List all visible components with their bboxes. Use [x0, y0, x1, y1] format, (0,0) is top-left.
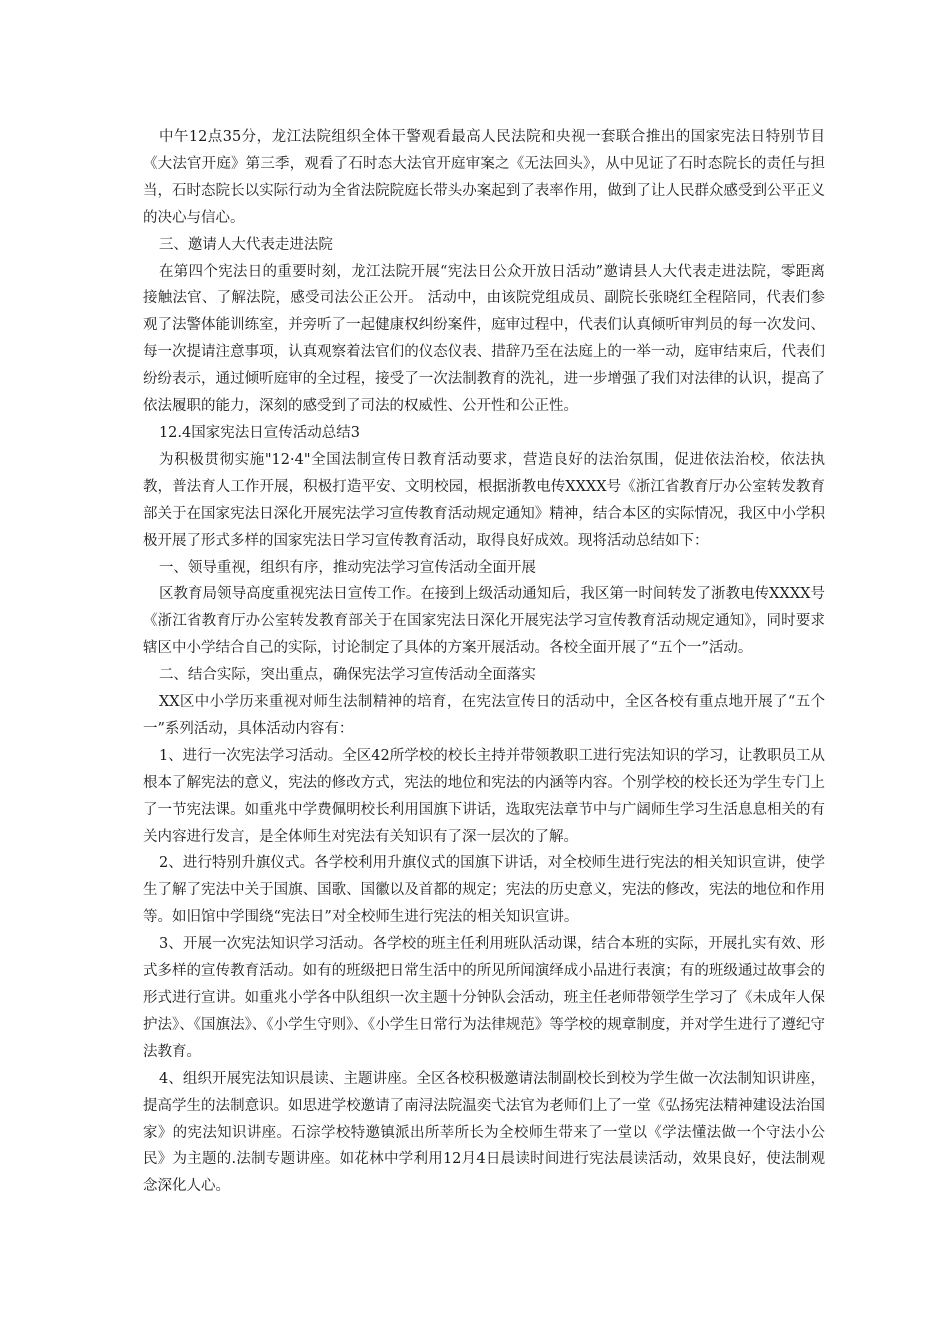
list-item-4: 4、组织开展宪法知识晨读、主题讲座。全区各校积极邀请法制副校长到校为学生做一次法制知识讲座，提高学生的法制意识。如思进学校邀请了南浔法院温奕弋法官为老师们上了一堂《弘扬宪法精神建设法治国家》的宪法知识讲座。石淙学校特邀镇派出所莘所长为全校师生带来了一堂以《学法懂法做一个守法小公民》为主题的.法制专题讲座。如花林中学利用12月4日晨读时间进行宪法晨读活动，效果良好，使法制观念深化人心。 — [143, 1070, 825, 1195]
paragraph-open-day: 在第四个宪法日的重要时刻，龙江法院开展“宪法日公众开放日活动”邀请县人大代表走进法院，零距离接触法官、了解法院，感受司法公正公开。 活动中，由该院党组成员、副院长张晓红全程陪同，代表们参观了法警体能训练室，并旁听了一起健康权纠纷案件，庭审过程中，代表们认真倾听审判员的每一次发问、每一次提请注意事项，认真观察着法官们的仪态仪表、措辞乃至在法庭上的一举一动，庭审结束后，代表们纷纷表示，通过倾听庭审的全过程，接受了一次法制教育的洗礼，进一步增强了我们对法律的认识，提高了依法履职的能力，深刻的感受到了司法的权威性、公开性和公正性。 — [143, 263, 825, 415]
list-item-3: 3、开展一次宪法知识学习活动。各学校的班主任利用班队活动课，结合本班的实际，开展扎实有效、形式多样的宣传教育活动。如有的班级把日常生活中的所见所闻演绎成小品进行表演；有的班级通过故事会的形式进行宣讲。如重兆小学各中队组织一次主题十分钟队会活动，班主任老师带领学生学习了《未成年人保护法》、《国旗法》、《小学生守则》、《小学生日常行为法律规范》等学校的规章制度，并对学生进行了遵纪守法教育。 — [143, 936, 825, 1060]
section-heading-implementation: 二、结合实际，突出重点，确保宪法学习宣传活动全面落实 — [158, 667, 536, 684]
document-body — [143, 124, 825, 1200]
paragraph-intro: 为积极贯彻实施"12·4"全国法制宣传日教育活动要求，营造良好的法治氛围，促进依法治校，依法执教，普法育人工作开展，积极打造平安、文明校园，根据浙教电传XXXX号《浙江省教育厅办公室转发教育部关于在国家宪法日深化开展宪法学习宣传教育活动规定通知》精神，结合本区的实际情况，我区中小学积极开展了形式多样的国家宪法日学习宣传教育活动，取得良好成效。现将活动总结如下： — [143, 451, 825, 549]
section-heading-invite-deputies: 三、邀请人大代表走进法院 — [158, 236, 333, 253]
paragraph-noon-broadcast: 中午12点35分，龙江法院组织全体干警观看最高人民法院和央视一套联合推出的国家宪法日特别节目《大法官开庭》第三季，观看了石时态大法官开庭审案之《无法回头》，从中见证了石时态院长的责任与担当，石时态院长以实际行动为全省法院院庭长带头办案起到了表率作用，做到了让人民群众感受到公平正义的决心与信心。 — [143, 129, 825, 226]
list-item-2: 2、进行特别升旗仪式。各学校利用升旗仪式的国旗下讲话，对全校师生进行宪法的相关知识宣讲，使学生了解了宪法中关于国旗、国歌、国徽以及首都的规定；宪法的历史意义，宪法的修改，宪法的地位和作用等。如旧馆中学围绕“宪法日”对全校师生进行宪法的相关知识宣讲。 — [143, 855, 825, 926]
section-heading-leadership: 一、领导重视，组织有序，推动宪法学习宣传活动全面开展 — [158, 559, 536, 576]
document-subtitle: 12.4国家宪法日宣传活动总结3 — [158, 424, 360, 441]
list-item-1: 1、进行一次宪法学习活动。全区42所学校的校长主持并带领教职工进行宪法知识的学习，让教职员工从根本了解宪法的意义，宪法的修改方式，宪法的地位和宪法的内涵等内容。个别学校的校长还为学生专门上了一节宪法课。如重兆中学费佩明校长利用国旗下讲话，选取宪法章节中与广阔师生学习生活息息相关的有关内容进行发言，是全体师生对宪法有关知识有了深一层次的了解。 — [143, 747, 825, 845]
paragraph-implementation: XX区中小学历来重视对师生法制精神的培育，在宪法宣传日的活动中，全区各校有重点地开展了“五个一”系列活动，具体活动内容有： — [143, 694, 825, 737]
paragraph-leadership: 区教育局领导高度重视宪法日宣传工作。在接到上级活动通知后，我区第一时间转发了浙教电传XXXX号《浙江省教育厅办公室转发教育部关于在国家宪法日深化开展宪法学习宣传教育活动规定通知》，同时要求辖区中小学结合自己的实际，讨论制定了具体的方案开展活动。各校全面开展了“五个一”活动。 — [143, 586, 825, 657]
